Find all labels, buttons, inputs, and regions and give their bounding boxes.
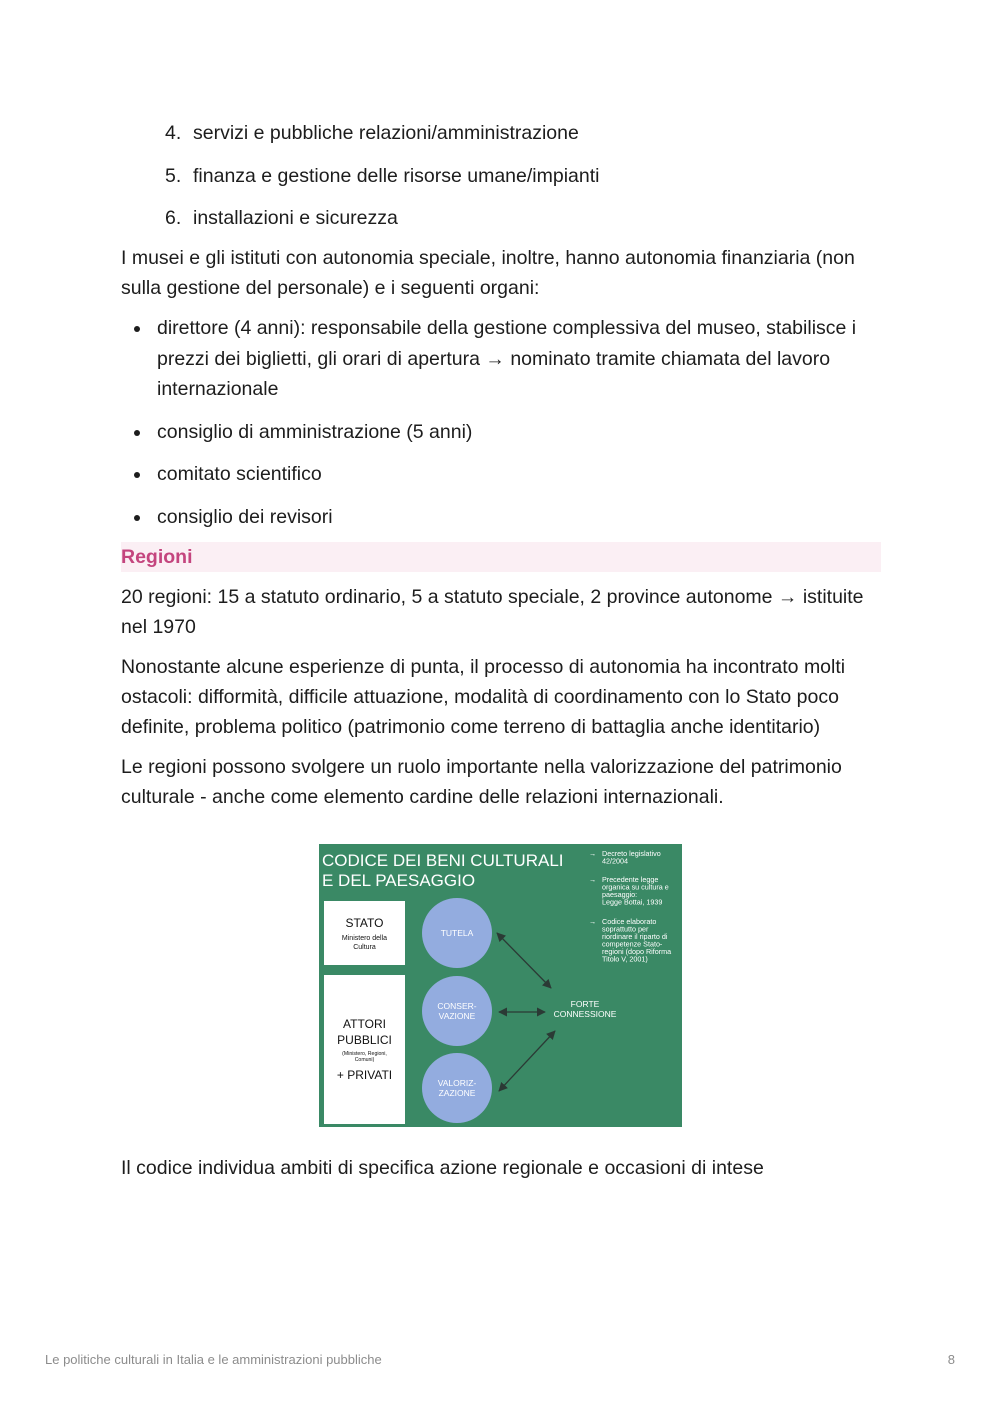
list-text: comitato scientifico — [157, 463, 322, 485]
list-text: direttore (4 anni): responsabile della gestione complessiva del museo, stabilisce i prezzi dei biglietti, gli orari di apertura → nominato tramite chiamata del lavoro internazionale — [157, 317, 857, 400]
list-item — [121, 118, 881, 148]
paragraph-codice: Il codice individua ambiti di specifica azione regionale e occasioni di intese — [121, 1157, 764, 1179]
arrow-tutela — [497, 933, 551, 988]
note-1-line: 42/2004 — [602, 856, 628, 866]
figure-container — [121, 844, 881, 1127]
arrow-glyph: → — [589, 875, 597, 884]
list-number: 5. — [165, 164, 182, 187]
attori-label-line: PUBBLICI — [337, 1033, 392, 1047]
note-2-line: Precedente legge — [602, 875, 659, 884]
list-number: 4. — [165, 122, 182, 144]
list-item — [121, 313, 881, 405]
privati-label: + PRIVATI — [336, 1068, 393, 1082]
diagram-svg — [319, 844, 682, 1127]
attori-box — [324, 975, 405, 1124]
paragraph-musei: I musei e gli istituti con autonomia speciale, inoltre, hanno autonomia finanziaria (non sulla gestione del personale) e i seguenti organi: — [121, 247, 855, 299]
diagram-title-line2: E DEL PAESAGGIO — [322, 871, 476, 890]
section-heading-regioni: Regioni — [121, 542, 881, 572]
note-1-line: Decreto legislativo — [602, 849, 661, 858]
attori-sub-line: Comuni) — [354, 1057, 375, 1063]
note-3-line: soprattutto per — [602, 924, 649, 934]
footer-title: Le politiche culturali in Italia e le amministrazioni pubbliche — [45, 1352, 382, 1367]
page-content — [121, 118, 881, 1193]
stato-sub-line: Cultura — [353, 944, 376, 951]
list-number: 6. — [165, 207, 182, 229]
note-3-line: riordinare il riparto di — [602, 932, 668, 941]
bullet-list — [121, 313, 881, 532]
note-2-line: organica su cultura e — [602, 882, 669, 892]
arrow-valorizzazione — [499, 1031, 555, 1091]
bullet-dot — [134, 430, 140, 436]
note-3-line: Titolo V, 2001) — [602, 954, 648, 964]
numbered-list — [121, 118, 881, 233]
valorizzazione-label-line: VALORIZ- — [437, 1078, 477, 1088]
list-text: servizi e pubbliche relazioni/amministrazione — [193, 122, 579, 144]
note-2-line: paesaggio: — [602, 890, 638, 899]
note-2-line: Legge Bottai, 1939 — [602, 897, 663, 907]
bullet-dot — [134, 326, 140, 332]
stato-sub-line: Ministero della — [341, 935, 388, 942]
valorizzazione-label-line: ZAZIONE — [438, 1088, 476, 1098]
list-item — [121, 203, 881, 233]
stato-label: STATO — [345, 916, 384, 930]
codice-diagram — [319, 844, 682, 1127]
conservazione-label-line: CONSER- — [437, 1001, 477, 1011]
notes-panel — [589, 849, 671, 964]
list-text: finanza e gestione delle risorse umane/impianti — [193, 164, 600, 187]
paragraph-regioni-1: 20 regioni: 15 a statuto ordinario, 5 a statuto speciale, 2 province autonome → istituite nel 1970 — [121, 586, 864, 638]
attori-sub-line: (Ministero, Regioni, — [342, 1051, 387, 1057]
bullet-dot — [134, 472, 140, 478]
forte-connessione-line: CONNESSIONE — [553, 1009, 617, 1019]
tutela-label: TUTELA — [440, 928, 474, 938]
paragraph-regioni-3: Le regioni possono svolgere un ruolo importante nella valorizzazione del patrimonio culturale - anche come elemento cardine delle relazioni internazionali. — [121, 756, 842, 808]
list-item — [121, 459, 881, 490]
forte-connessione-line: FORTE — [570, 999, 600, 1009]
paragraph-regioni-2: Nonostante alcune esperienze di punta, il processo di autonomia ha incontrato molti ostacoli: difformità, difficile attuazione, modalità di coordinamento con lo Stato poco definite, problema politico (patrimonio come terreno di battaglia anche identitario) — [121, 656, 846, 738]
note-3-line: regioni (dopo Riforma — [602, 947, 672, 956]
conservazione-label-line: VAZIONE — [438, 1011, 476, 1021]
note-3-line: competenze Stato- — [602, 939, 663, 949]
bullet-dot — [134, 515, 140, 521]
stato-box — [324, 901, 405, 965]
list-item — [121, 417, 881, 448]
attori-label-line: ATTORI — [343, 1017, 386, 1031]
diagram-title-line1: CODICE DEI BENI CULTURALI — [322, 851, 564, 870]
list-text: consiglio di amministrazione (5 anni) — [157, 420, 473, 443]
note-3-line: Codice elaborato — [602, 917, 657, 926]
list-text: installazioni e sicurezza — [193, 207, 398, 229]
page-number: 8 — [947, 1352, 955, 1367]
arrow-glyph: → — [589, 917, 597, 926]
list-text: consiglio dei revisori — [157, 505, 333, 528]
list-item — [121, 502, 881, 533]
arrow-glyph: → — [589, 849, 597, 858]
list-item — [121, 161, 881, 191]
